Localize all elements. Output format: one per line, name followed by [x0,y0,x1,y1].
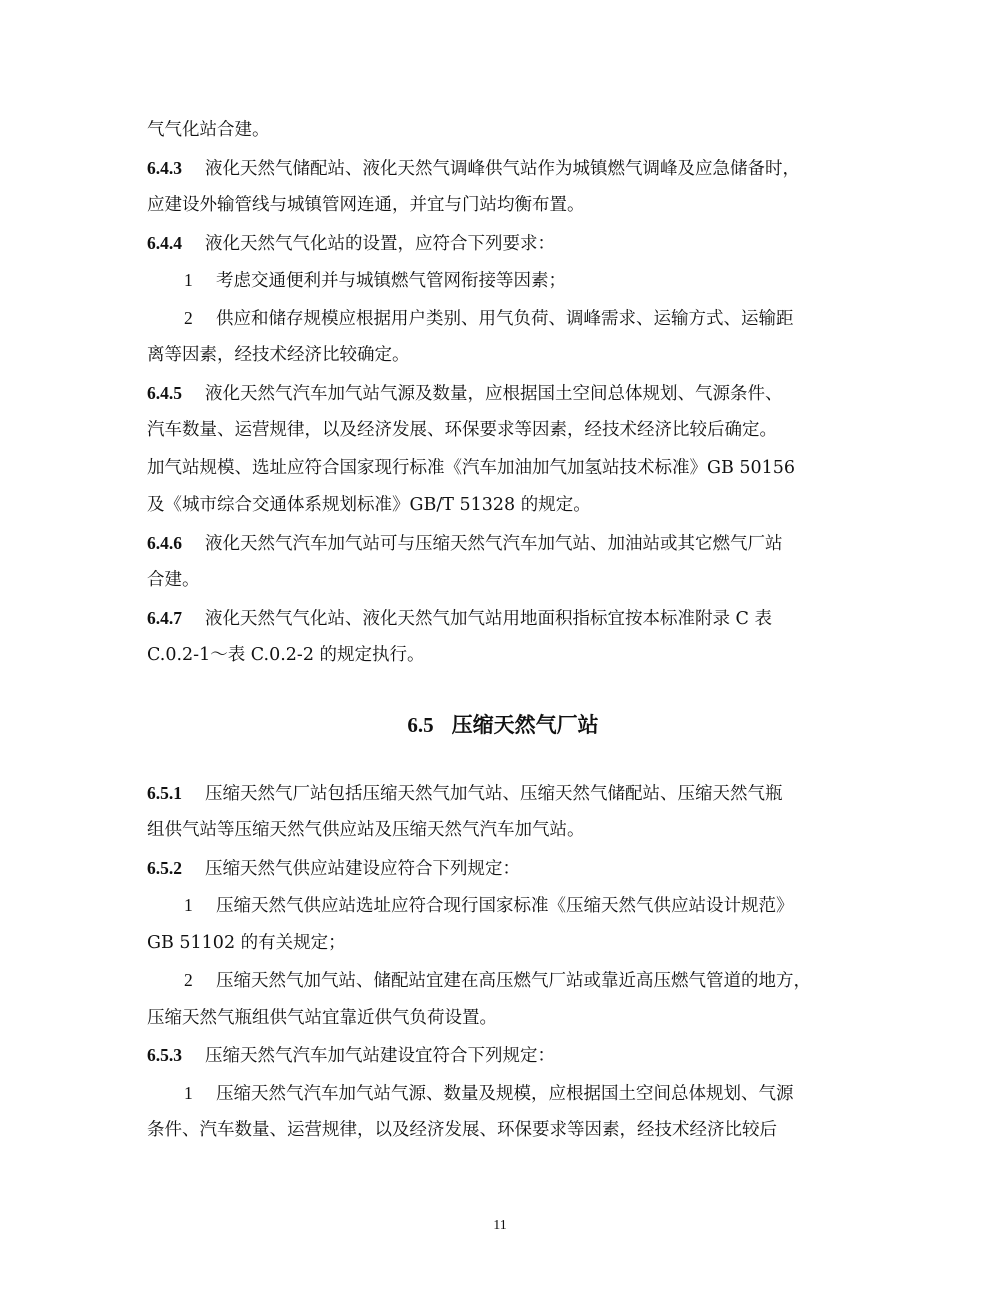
clause-6-4-4: 6.4.4 液化天然气气化站的设置，应符合下列要求： [147,225,859,263]
section-heading [147,675,859,775]
list-item: 1 压缩天然气汽车加气站气源、数量及规模，应根据国土空间总体规划、气源 [184,1082,794,1104]
clause-6-4-6: 6.4.6 液化天然气汽车加气站可与压缩天然气汽车加气站、加油站或其它燃气厂站 [147,525,859,563]
text-line: 离等因素，经技术经济比较确定。 [147,345,410,365]
section-title: 压缩天然气厂站 [451,712,599,737]
list-item: 1 压缩天然气供应站选址应符合现行国家标准《压缩天然气供应站设计规范》 [184,895,794,916]
text-line: GB 51102 的有关规定； [147,932,346,953]
clause-6-4-3: 6.4.3 液化天然气储配站、液化天然气调峰供气站作为城镇燃气调峰及应急储备时， [147,150,859,188]
clause-6-5-2: 6.5.2 压缩天然气供应站建设应符合下列规定： [147,850,859,888]
text-line: 条件、汽车数量、运营规律，以及经济发展、环保要求等因素，经技术经济比较后 [147,1120,777,1140]
text-line: 及《城市综合交通体系规划标准》GB/T 51328 的规定。 [147,495,591,515]
clause-number: 6.5.2 [147,857,182,878]
list-item: 1 考虑交通便利并与城镇燃气管网衔接等因素； [184,270,566,291]
clause-number: 6.4.6 [147,532,182,553]
text-line: 压缩天然气瓶组供气站宜靠近供气负荷设置。 [147,1007,497,1028]
page-body [147,112,859,1150]
text-line: C.0.2-1～表 C.0.2-2 的规定执行。 [147,645,425,665]
clause-number: 6.5.3 [147,1045,182,1065]
text-line: 气气化站合建。 [147,120,270,140]
clause-number: 6.4.7 [147,607,182,628]
list-item: 2 供应和储存规模应根据用户类别、用气负荷、调峰需求、运输方式、运输距 [184,307,794,329]
clause-number: 6.5.1 [147,782,182,803]
clause-number: 6.4.5 [147,382,182,403]
text-line: 合建。 [147,570,200,590]
list-item: 2 压缩天然气加气站、储配站宜建在高压燃气厂站或靠近高压燃气管道的地方， [184,970,811,991]
text-line: 加气站规模、选址应符合国家现行标准《汽车加油加气加氢站技术标准》GB 50156 [147,457,796,478]
clause-6-4-7: 6.4.7 液化天然气气化站、液化天然气加气站用地面积指标宜按本标准附录 C 表 [147,600,859,638]
section-number: 6.5 [407,712,434,737]
text-line: 组供气站等压缩天然气供应站及压缩天然气汽车加气站。 [147,820,585,840]
page-number: 11 [493,1218,507,1233]
clause-6-5-3: 6.5.3 压缩天然气汽车加气站建设宜符合下列规定： [147,1037,859,1075]
clause-6-5-1: 6.5.1 压缩天然气厂站包括压缩天然气加气站、压缩天然气储配站、压缩天然气瓶 [147,775,859,813]
clause-6-4-5: 6.4.5 液化天然气汽车加气站气源及数量，应根据国土空间总体规划、气源条件、 [147,375,859,413]
text-line: 汽车数量、运营规律，以及经济发展、环保要求等因素，经技术经济比较后确定。 [147,420,777,440]
clause-number: 6.4.4 [147,232,182,253]
clause-number: 6.4.3 [147,157,182,178]
text-line: 应建设外输管线与城镇管网连通，并宜与门站均衡布置。 [147,195,585,215]
